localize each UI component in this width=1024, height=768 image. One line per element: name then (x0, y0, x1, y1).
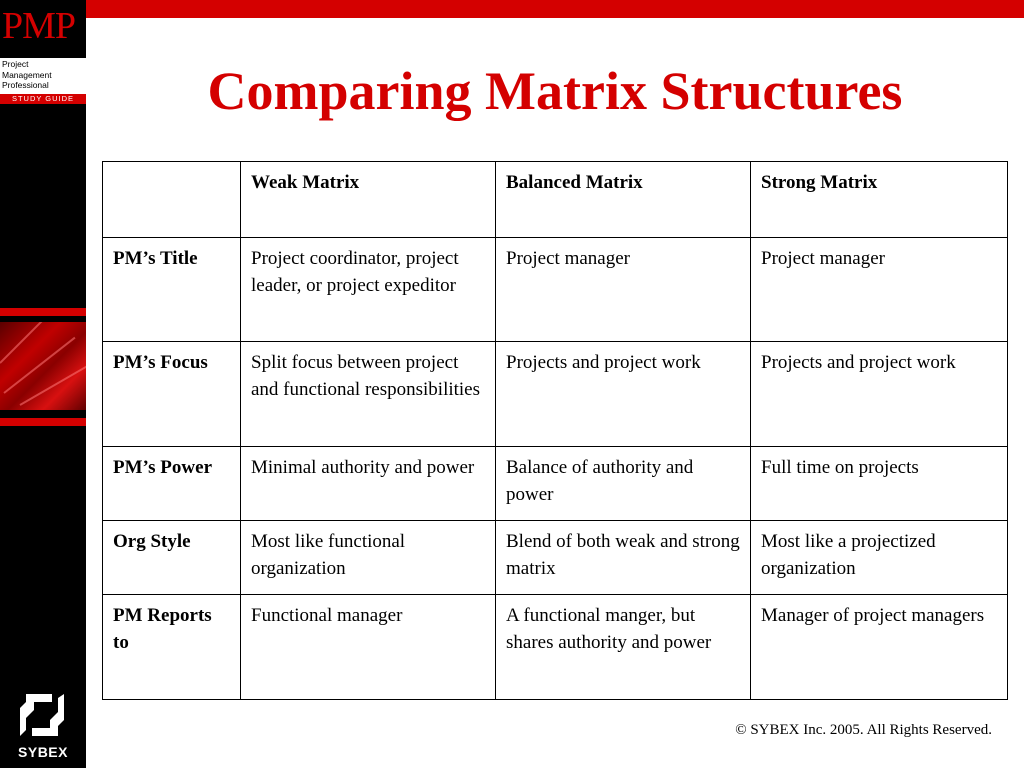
table-header-cell: Strong Matrix (751, 162, 1008, 238)
row-label: PM’s Title (103, 238, 241, 342)
table-cell: Blend of both weak and strong matrix (496, 521, 751, 595)
table-cell: Most like functional organization (241, 521, 496, 595)
table-row (103, 342, 1008, 447)
table-cell: Project coordinator, project leader, or project expeditor (241, 238, 496, 342)
pmp-subtitle-line-3: Professional (2, 80, 49, 90)
table-cell: Most like a projectized organization (751, 521, 1008, 595)
table-row (103, 521, 1008, 595)
pmp-subtitle-line-2: Management (2, 69, 52, 80)
row-label: PM Reports to (103, 595, 241, 700)
table-cell: Minimal authority and power (241, 447, 496, 521)
slide-title: Comparing Matrix Structures (207, 61, 903, 121)
pmp-logo-subtitle (2, 59, 84, 91)
matrix-comparison-table (102, 161, 1008, 700)
table-cell: Manager of project managers (751, 595, 1008, 700)
sidebar-decorative-art (0, 322, 86, 410)
top-accent-bar (86, 0, 1024, 18)
table-row (103, 595, 1008, 700)
copyright-footer: © SYBEX Inc. 2005. All Rights Reserved. (735, 722, 992, 738)
pmp-logo (0, 0, 86, 104)
sybex-wordmark: SYBEX (18, 744, 68, 760)
table-header-row (103, 162, 1008, 238)
art-stroke (0, 322, 43, 364)
pmp-subtitle-line-1: Project (2, 59, 29, 69)
table-cell: Split focus between project and functional responsibilities (241, 342, 496, 447)
row-label: PM’s Focus (103, 342, 241, 447)
pmp-logo-text: PMP (2, 5, 76, 47)
table-cell: A functional manger, but shares authority and power (496, 595, 751, 700)
table-cell: Project manager (496, 238, 751, 342)
table-cell: Balance of authority and power (496, 447, 751, 521)
sybex-mark-icon (12, 690, 72, 740)
sidebar-red-stripe-top (0, 308, 86, 316)
table-cell: Functional manager (241, 595, 496, 700)
table-cell: Projects and project work (751, 342, 1008, 447)
row-label: Org Style (103, 521, 241, 595)
table-row (103, 238, 1008, 342)
row-label: PM’s Power (103, 447, 241, 521)
table-cell: Full time on projects (751, 447, 1008, 521)
table-cell: Project manager (751, 238, 1008, 342)
table-cell: Projects and project work (496, 342, 751, 447)
table-row (103, 447, 1008, 521)
table-header-cell: Weak Matrix (241, 162, 496, 238)
art-stroke (3, 337, 75, 394)
sidebar-red-stripe-bottom (0, 418, 86, 426)
table-header-cell (103, 162, 241, 238)
study-guide-label: STUDY GUIDE (0, 94, 86, 104)
table-header-cell: Balanced Matrix (496, 162, 751, 238)
